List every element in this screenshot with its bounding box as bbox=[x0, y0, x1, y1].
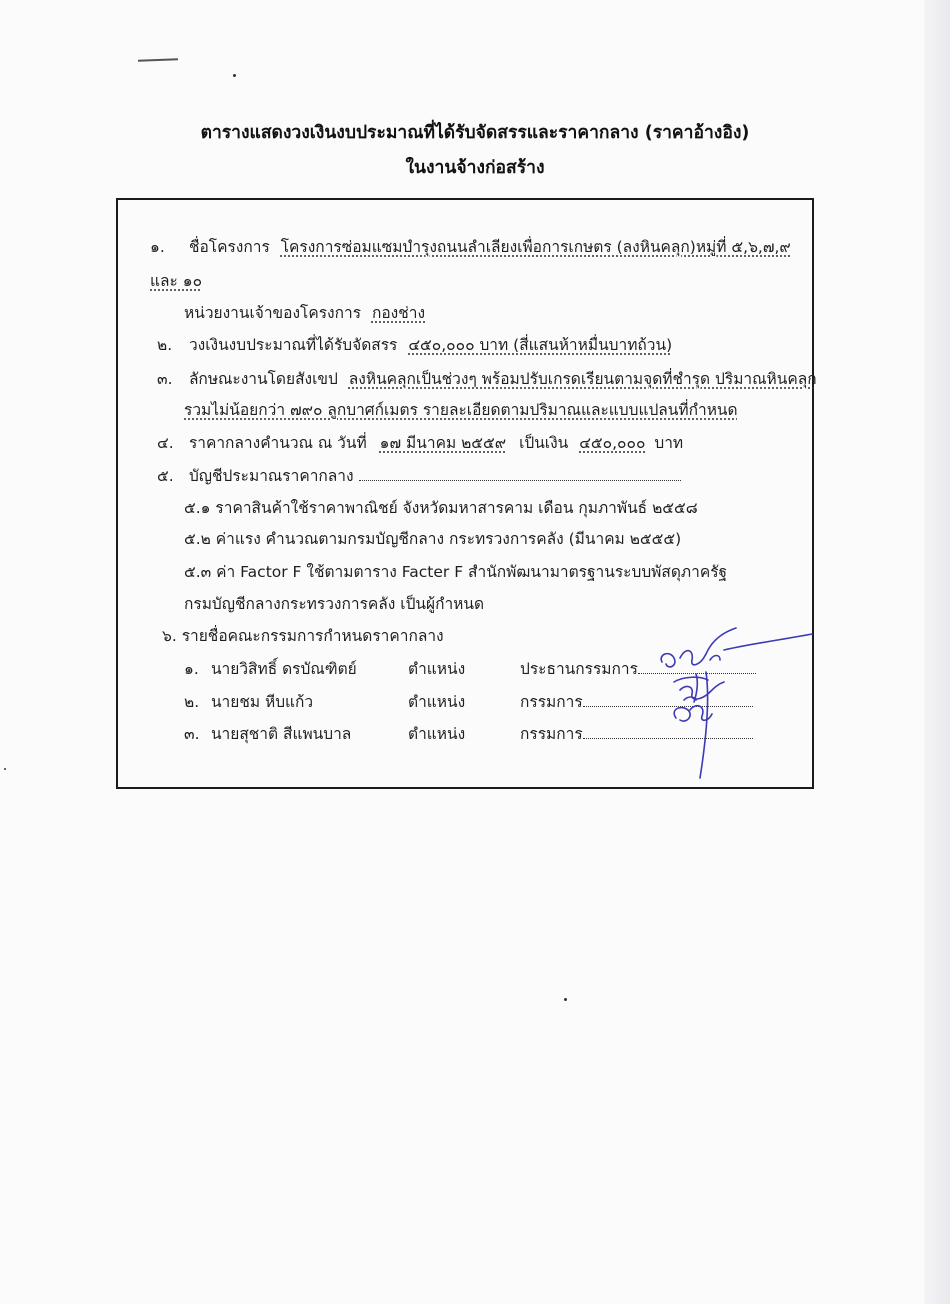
dotted-leader bbox=[359, 468, 681, 481]
item-1-row bbox=[150, 234, 791, 259]
item-5-number: ๕. bbox=[157, 467, 174, 485]
document-subtitle: ในงานจ้างก่อสร้าง bbox=[405, 158, 545, 178]
member-role-text: กรรมการ bbox=[520, 693, 583, 711]
budget-amount: ๔๕๐,๐๐๐ บาท (สี่แสนห้าหมื่นบาทถ้วน) bbox=[408, 336, 673, 354]
member-role-text: กรรมการ bbox=[520, 725, 583, 743]
work-description: ลงหินคลุกเป็นช่วงๆ พร้อมปรับเกรดเรียนตามจุดที่ชำรุด ปริมาณหินคลุก bbox=[348, 370, 817, 388]
member-index: ๒. bbox=[184, 693, 200, 711]
member-name: นายชม หีบแก้ว bbox=[210, 693, 314, 711]
calculation-date: ๑๗ มีนาคม ๒๕๕๙ bbox=[379, 434, 507, 452]
member-position-label: ตำแหน่ง bbox=[408, 693, 466, 711]
work-description-cont: รวมไม่น้อยกว่า ๗๙๐ ลูกบาศก์เมตร รายละเอียดตามปริมาณและแบบแปลนที่กำหนด bbox=[184, 401, 738, 419]
item-1-agency-row bbox=[184, 300, 425, 325]
item-2-label: วงเงินงบประมาณที่ได้รับจัดสรร bbox=[188, 336, 398, 354]
agency-value: กองช่าง bbox=[371, 304, 426, 322]
handwritten-signatures bbox=[640, 610, 820, 790]
item-1-number: ๑. bbox=[150, 238, 165, 256]
item-4-row bbox=[157, 430, 683, 455]
scan-speck bbox=[564, 998, 567, 1001]
item-4-label: ราคากลางคำนวณ ณ วันที่ bbox=[188, 434, 367, 452]
member-index: ๑. bbox=[184, 660, 199, 678]
member-name: นายสุชาติ สีแพนบาล bbox=[210, 725, 352, 743]
item-3-label: ลักษณะงานโดยสังเขป bbox=[188, 370, 338, 388]
item-5-1: ๕.๑ ราคาสินค้าใช้ราคาพาณิชย์ จังหวัดมหาสารคาม เดือน กุมภาพันธ์ ๒๕๕๘ bbox=[184, 499, 698, 517]
member-position-label: ตำแหน่ง bbox=[408, 725, 466, 743]
member-role-text: ประธานกรรมการ bbox=[520, 660, 638, 678]
item-3-number: ๓. bbox=[157, 370, 173, 388]
item-3-row-cont bbox=[184, 397, 738, 422]
item-5-label: บัญชีประมาณราคากลาง bbox=[188, 467, 354, 485]
item-1-project-name: โครงการซ่อมแซมบำรุงถนนลำเลียงเพื่อการเกษตร (ลงหินคลุก)หมู่ที่ ๕,๖,๗,๙ bbox=[280, 238, 791, 256]
median-price-amount: ๔๕๐,๐๐๐ bbox=[579, 434, 646, 452]
item-5-3: ๕.๓ ค่า Factor F ใช้ตามตาราง Facter F สำนักพัฒนามาตรฐานระบบพัสดุภาครัฐ bbox=[184, 563, 728, 581]
member-position-label: ตำแหน่ง bbox=[408, 660, 466, 678]
committee-member-3 bbox=[184, 721, 351, 746]
item-1-project-name-cont: และ ๑๐ bbox=[150, 272, 203, 290]
item-1-label: ชื่อโครงการ bbox=[188, 238, 270, 256]
committee-member-1 bbox=[184, 656, 357, 681]
item-5-2: ๕.๒ ค่าแรง คำนวณตามกรมบัญชีกลาง กระทรวงการคลัง (มีนาคม ๒๕๕๕) bbox=[184, 530, 682, 548]
item-5-row bbox=[157, 463, 681, 488]
scan-speck bbox=[4, 768, 6, 770]
member-name: นายวิสิทธิ์ ดรบัณฑิตย์ bbox=[210, 660, 357, 678]
currency-unit: บาท bbox=[654, 434, 684, 452]
item-4-amount-label: เป็นเงิน bbox=[519, 434, 569, 452]
page-edge-shadow bbox=[924, 0, 950, 1304]
item-2-row bbox=[157, 332, 672, 357]
item-3-row bbox=[157, 366, 817, 391]
scan-speck bbox=[233, 74, 236, 77]
scan-mark bbox=[138, 58, 178, 61]
committee-heading: ๖. รายชื่อคณะกรรมการกำหนดราคากลาง bbox=[162, 627, 444, 645]
item-1-row-cont bbox=[150, 268, 202, 293]
agency-label: หน่วยงานเจ้าของโครงการ bbox=[184, 304, 362, 322]
item-4-number: ๔. bbox=[157, 434, 174, 452]
committee-member-2 bbox=[184, 689, 313, 714]
document-title: ตารางแสดงวงเงินงบประมาณที่ได้รับจัดสรรและราคากลาง (ราคาอ้างอิง) bbox=[200, 123, 750, 143]
item-2-number: ๒. bbox=[157, 336, 173, 354]
item-5-3-cont: กรมบัญชีกลางกระทรวงการคลัง เป็นผู้กำหนด bbox=[184, 595, 485, 613]
member-index: ๓. bbox=[184, 725, 200, 743]
